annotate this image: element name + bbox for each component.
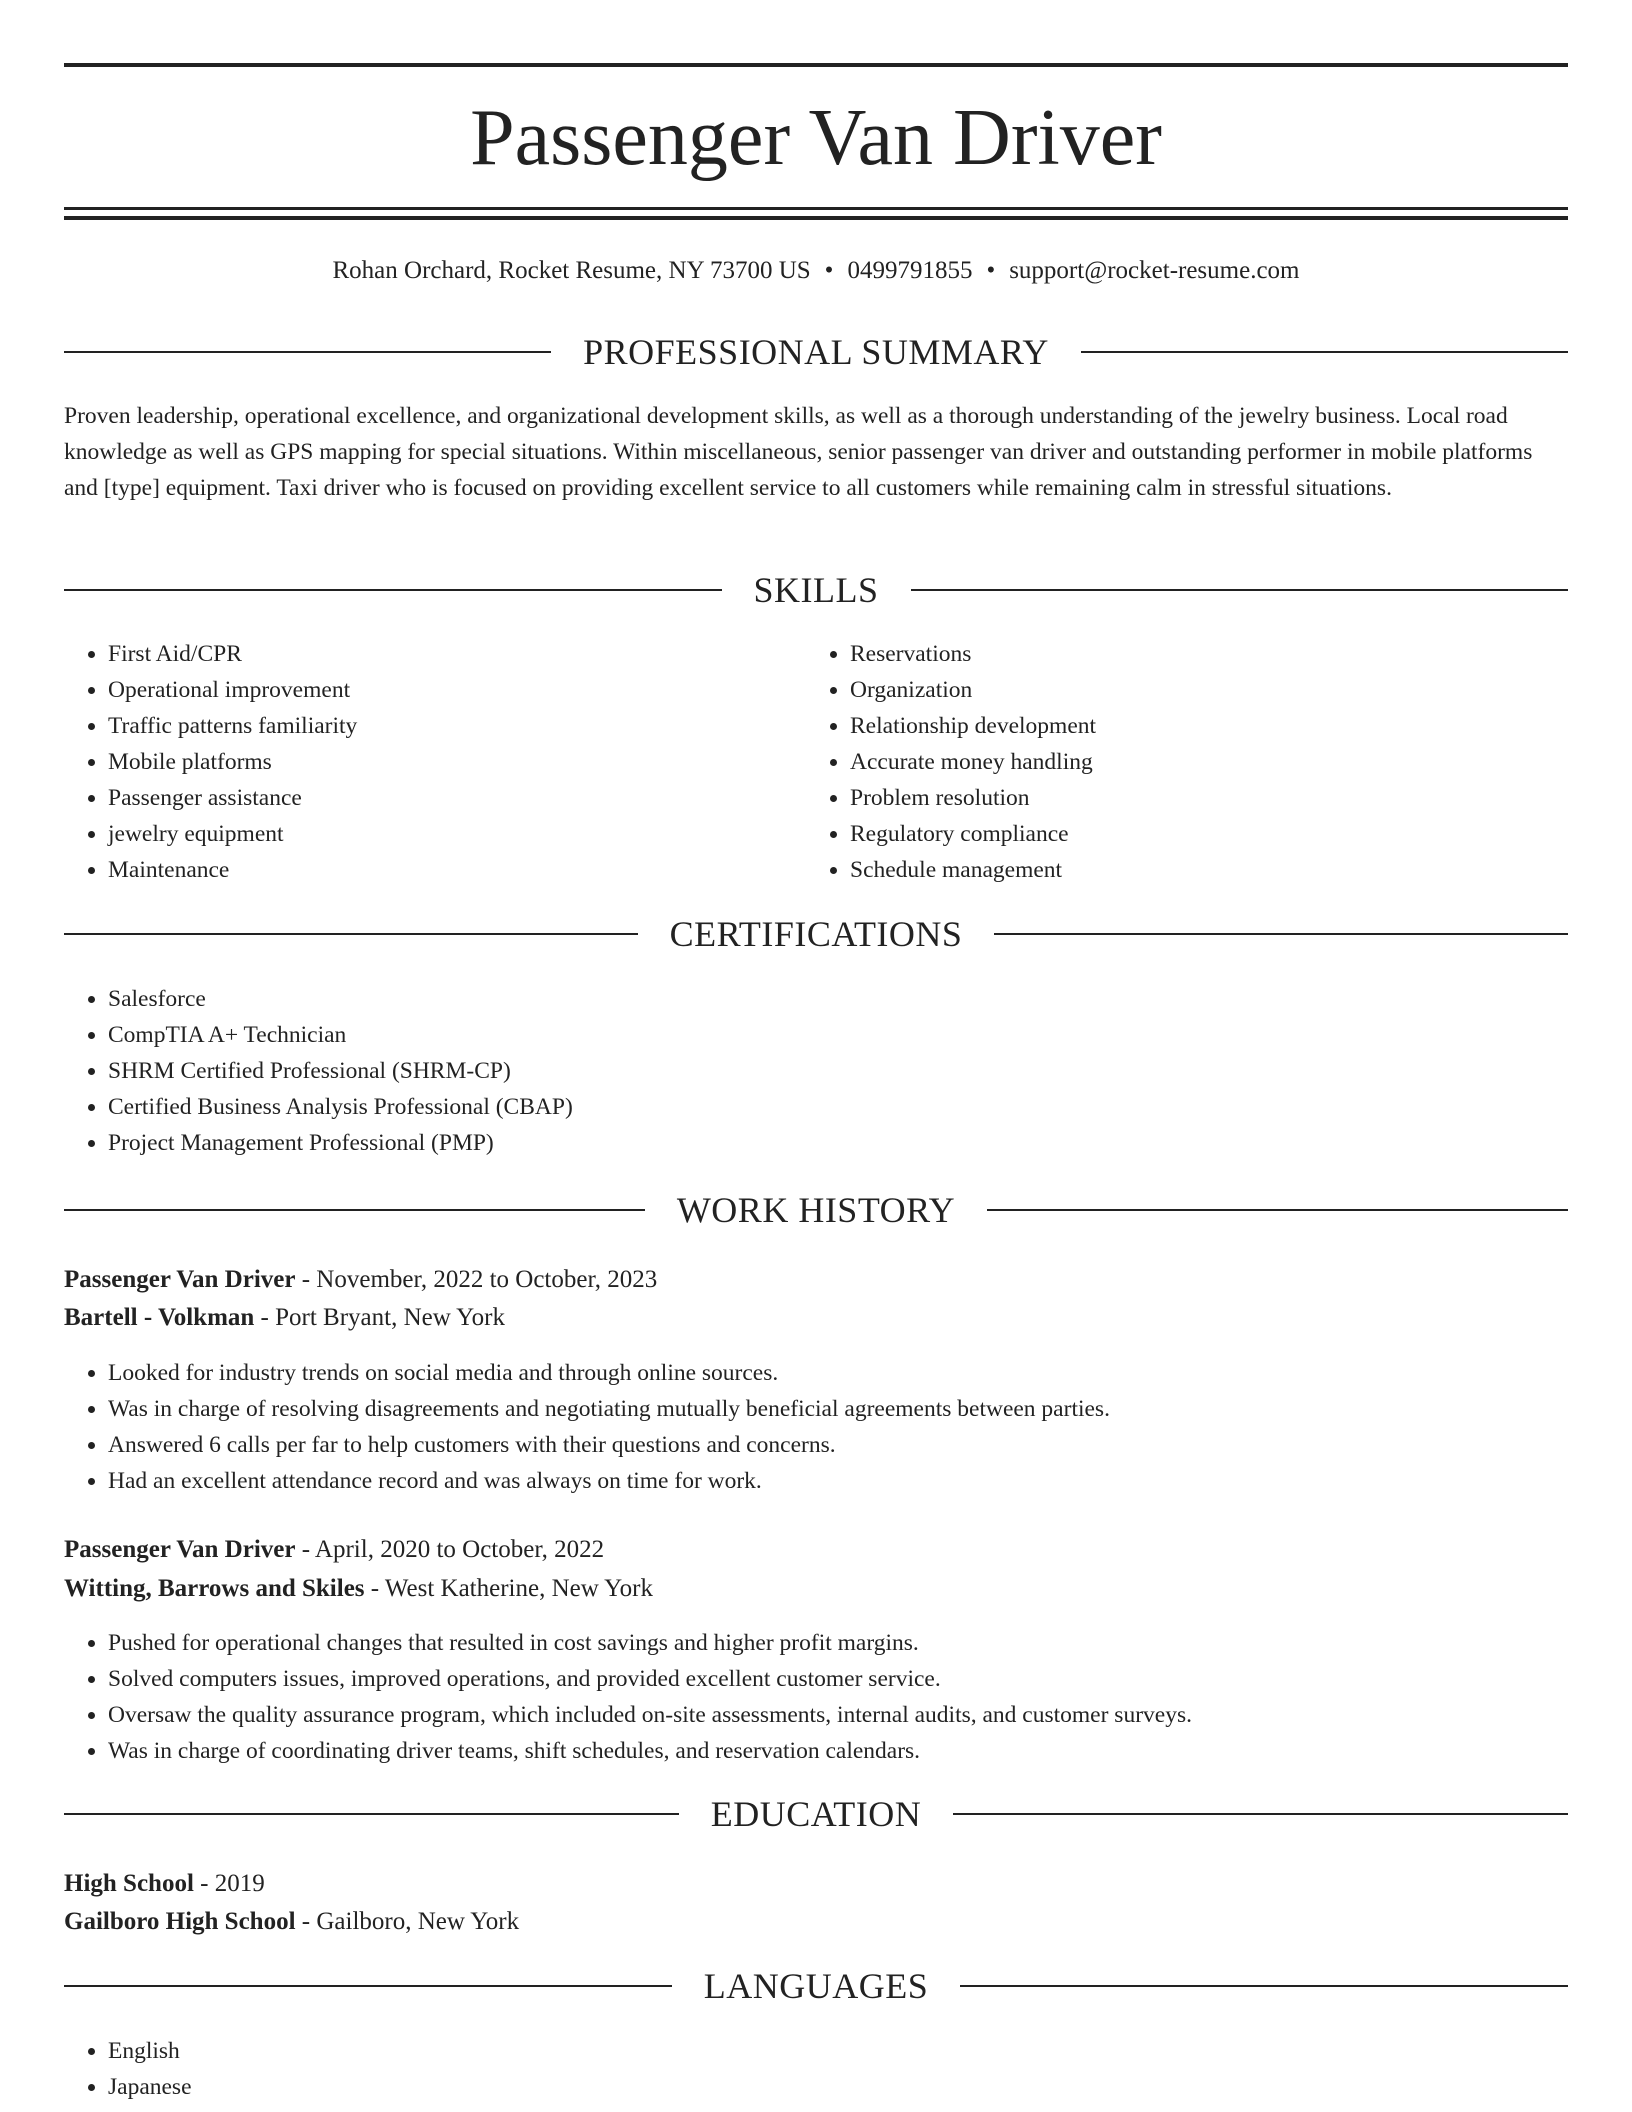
language-item: • English <box>108 2033 808 2069</box>
skills-list-right <box>806 636 1550 888</box>
skills-heading <box>64 568 1568 612</box>
job-bullet: • Had an excellent attendance record and was always on time for work. <box>108 1463 1548 1499</box>
job-bullet: • Looked for industry trends on social media and through online sources. <box>108 1355 1548 1391</box>
job-title: Passenger Van Driver <box>64 1266 296 1293</box>
certification-item: • CompTIA A+ Technician <box>108 1017 1508 1053</box>
education-year: - 2019 <box>193 1870 265 1897</box>
skills-heading-label: SKILLS <box>753 570 879 610</box>
job-bullets <box>64 1355 1548 1499</box>
skill-item: • Operational improvement <box>108 672 808 708</box>
certification-item: • Certified Business Analysis Professional (CBAP) <box>108 1089 1508 1125</box>
languages-list <box>64 2033 808 2105</box>
certifications-list <box>64 981 1508 1161</box>
heading-rule-left <box>64 1209 645 1211</box>
job-bullet: • Pushed for operational changes that resulted in cost savings and higher profit margins. <box>108 1625 1548 1661</box>
contact-phone: 0499791855 <box>847 257 973 284</box>
summary-heading <box>64 330 1568 374</box>
heading-rule-right <box>1081 351 1568 353</box>
skill-item: • Problem resolution <box>850 780 1550 816</box>
title-double-rule <box>64 207 1568 220</box>
heading-rule-left <box>64 933 638 935</box>
heading-rule-left <box>64 589 722 591</box>
job-bullets <box>64 1625 1548 1769</box>
heading-rule-right <box>960 1985 1568 1987</box>
job-title-line <box>64 1261 1568 1299</box>
education-degree: High School <box>64 1870 194 1897</box>
heading-rule-right <box>994 933 1568 935</box>
top-rule <box>64 63 1568 67</box>
job-location: - Port Bryant, New York <box>254 1304 505 1331</box>
heading-rule-left <box>64 1813 679 1815</box>
job-dates: - April, 2020 to October, 2022 <box>295 1536 605 1563</box>
certification-item: • SHRM Certified Professional (SHRM-CP) <box>108 1053 1508 1089</box>
skill-item: • Regulatory compliance <box>850 816 1550 852</box>
job-title: Passenger Van Driver <box>64 1536 296 1563</box>
languages-heading <box>64 1964 1568 2008</box>
skill-item: • Passenger assistance <box>108 780 808 816</box>
education-heading <box>64 1792 1568 1836</box>
job-company: Bartell - Volkman <box>64 1304 255 1331</box>
work-heading-label: WORK HISTORY <box>676 1190 956 1230</box>
summary-text: Proven leadership, operational excellence, and organizational development skills, as well as a thorough understanding of the jewelry business. Local road knowledge as well as GPS mapping for special situations. Within miscellaneous, senior passenger van driver and outstanding performer in mobile platforms and [type] equipment. Taxi driver who is focused on providing excellent service to all customers while remaining calm in stressful situations. <box>64 403 1533 501</box>
skill-item: • Mobile platforms <box>108 744 808 780</box>
education-school: Gailboro High School <box>64 1908 296 1935</box>
education-school-line <box>64 1903 1568 1941</box>
contact-email: support@rocket-resume.com <box>1009 257 1300 284</box>
page-title: Passenger Van Driver <box>470 94 1162 182</box>
heading-rule-left <box>64 351 551 353</box>
skill-item: • Relationship development <box>850 708 1550 744</box>
heading-rule-right <box>911 589 1569 591</box>
certification-item: • Salesforce <box>108 981 1508 1017</box>
contact-line <box>64 253 1568 289</box>
skill-item: • Traffic patterns familiarity <box>108 708 808 744</box>
skill-item: • Accurate money handling <box>850 744 1550 780</box>
education-degree-line <box>64 1865 1568 1903</box>
job-bullet: • Was in charge of coordinating driver teams, shift schedules, and reservation calendars. <box>108 1733 1548 1769</box>
job-location: - West Katherine, New York <box>364 1575 653 1602</box>
job-dates: - November, 2022 to October, 2023 <box>295 1266 658 1293</box>
job-company: Witting, Barrows and Skiles <box>64 1575 365 1602</box>
contact-separator: • <box>824 257 834 284</box>
job-bullet: • Oversaw the quality assurance program, which included on-site assessments, internal audits, and customer surveys. <box>108 1697 1548 1733</box>
job-bullet: • Answered 6 calls per far to help customers with their questions and concerns. <box>108 1427 1548 1463</box>
certifications-heading-label: CERTIFICATIONS <box>669 914 963 954</box>
job-bullet: • Was in charge of resolving disagreements and negotiating mutually beneficial agreements between parties. <box>108 1391 1548 1427</box>
heading-rule-right <box>953 1813 1568 1815</box>
contact-separator: • <box>986 257 996 284</box>
education-heading-label: EDUCATION <box>710 1794 922 1834</box>
job-bullet: • Solved computers issues, improved operations, and provided excellent customer service. <box>108 1661 1548 1697</box>
certifications-heading <box>64 912 1568 956</box>
skill-item: • Reservations <box>850 636 1550 672</box>
job-company-line <box>64 1299 1568 1337</box>
heading-rule-right <box>987 1209 1568 1211</box>
skill-item: • First Aid/CPR <box>108 636 808 672</box>
languages-heading-label: LANGUAGES <box>703 1966 929 2006</box>
skill-item: • Organization <box>850 672 1550 708</box>
education-location: - Gailboro, New York <box>295 1908 520 1935</box>
skill-item: • jewelry equipment <box>108 816 808 852</box>
skill-item: • Schedule management <box>850 852 1550 888</box>
job-company-line <box>64 1570 1568 1608</box>
contact-address: Rohan Orchard, Rocket Resume, NY 73700 US <box>332 257 811 284</box>
job-title-line <box>64 1531 1568 1569</box>
heading-rule-left <box>64 1985 672 1987</box>
skill-item: • Maintenance <box>108 852 808 888</box>
work-heading <box>64 1188 1568 1232</box>
language-item: • Japanese <box>108 2069 808 2105</box>
certification-item: • Project Management Professional (PMP) <box>108 1125 1508 1161</box>
skills-list-left <box>64 636 808 888</box>
summary-heading-label: PROFESSIONAL SUMMARY <box>583 332 1049 372</box>
